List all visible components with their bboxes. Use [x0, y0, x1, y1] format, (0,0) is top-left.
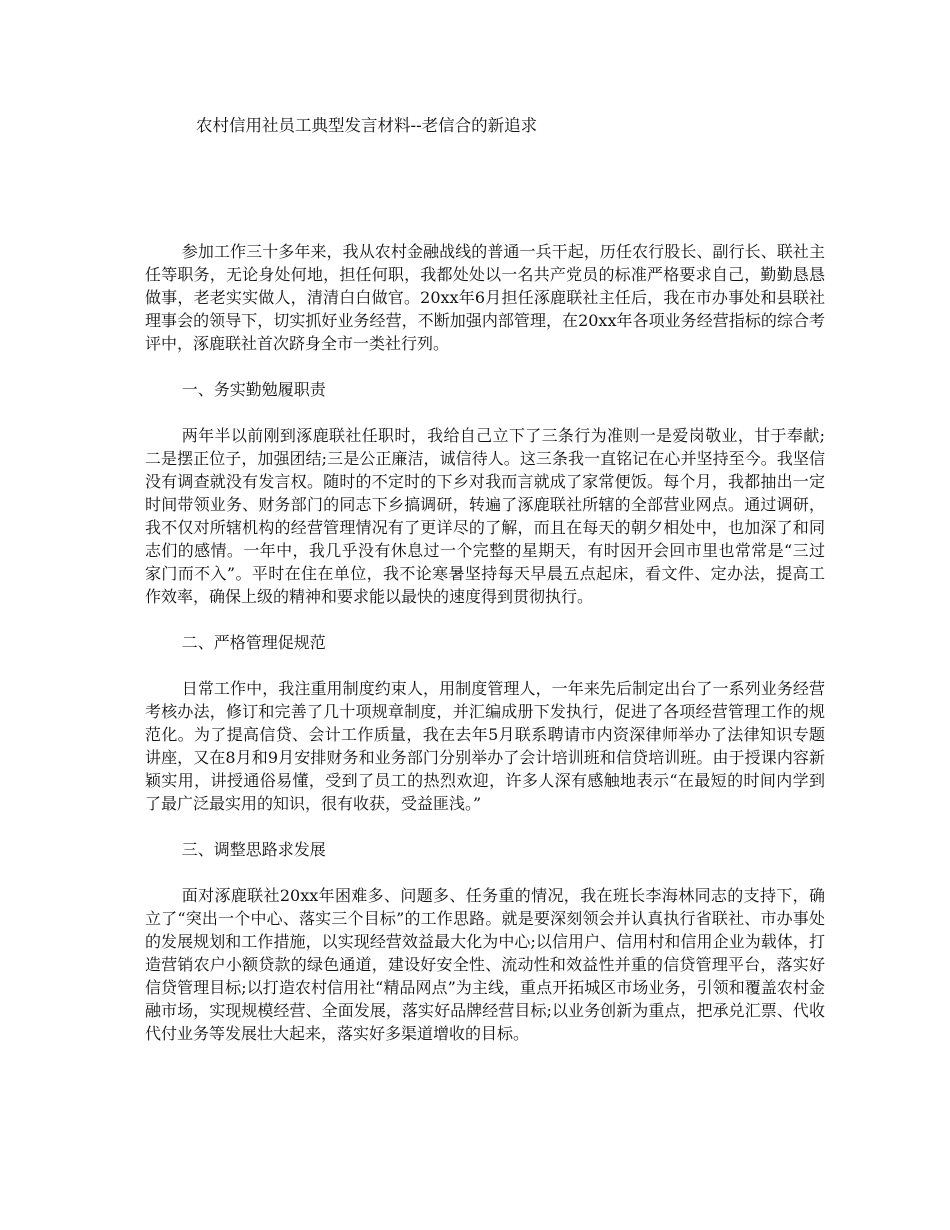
document-title: 农村信用社员工典型发言材料--老信合的新追求 [196, 116, 538, 135]
intro-paragraph: 参加工作三十多年来，我从农村金融战线的普通一兵干起，历任农行股长、副行长、联社主任等职务，无论身处何地，担任何职，我都处处以一名共产党员的标准严格要求自己，勤勤恳恳做事，老老实实做人，清清白白做官。20xx年6月担任涿鹿联社主任后，我在市办事处和县联社理事会的领导下，切实抓好业务经营，不断加强内部管理，在20xx年各项业务经营指标的综合考评中，涿鹿联社首次跻身全市一类社行列。 [145, 242, 825, 353]
section-paragraph-3: 面对涿鹿联社20xx年困难多、问题多、任务重的情况，我在班长李海林同志的支持下，确立了“突出一个中心、落实三个目标”的工作思路。就是要深刻领会并认真执行省联社、市办事处的发展规划和工作措施，以实现经营效益最大化为中心;以信用户、信用村和信用企业为载体，打造营销农户小额贷款的绿色通道，建设好安全性、流动性和效益性并重的信贷管理平台，落实好信贷管理目标;以打造农村信用社“精品网点”为主线，重点开拓城区市场业务，引领和覆盖农村金融市场，实现规模经营、全面发展，落实好品牌经营目标;以业务创新为重点，把承兑汇票、代收代付业务等发展壮大起来，落实好多渠道增收的目标。 [145, 886, 825, 1043]
document-body [145, 240, 825, 1068]
section-heading-2: 二、严格管理促规范 [181, 633, 326, 652]
section-paragraph-1: 两年半以前刚到涿鹿联社任职时，我给自己立下了三条行为准则一是爱岗敬业，甘于奉献;二是摆正位子，加强团结;三是公正廉洁，诚信待人。这三条我一直铭记在心并坚持至今。我坚信没有调查就没有发言权。随时的不定时的下乡对我而言就成了家常便饭。每个月，我都抽出一定时间带领业务、财务部门的同志下乡搞调研，转遍了涿鹿联社所辖的全部营业网点。通过调研，我不仅对所辖机构的经营管理情况有了更详尽的了解，而且在每天的朝夕相处中，也加深了和同志们的感情。一年中，我几乎没有休息过一个完整的星期天，有时因开会回市里也常常是“三过家门而不入”。平时在住在单位，我不论寒暑坚持每天早晨五点起床，看文件、定办法，提高工作效率，确保上级的精神和要求能以最快的速度得到贯彻执行。 [145, 426, 825, 606]
section-heading-3: 三、调整思路求发展 [181, 840, 326, 859]
section-heading-1: 一、务实勤勉履职责 [181, 380, 326, 399]
section-paragraph-2: 日常工作中，我注重用制度约束人，用制度管理人，一年来先后制定出台了一系列业务经营考核办法，修订和完善了几十项规章制度，并汇编成册下发执行，促进了各项经营管理工作的规范化。为了提高信贷、会计工作质量，我在去年5月联系聘请市内资深律师举办了法律知识专题讲座，又在8月和9月安排财务和业务部门分别举办了会计培训班和信贷培训班。由于授课内容新颖实用，讲授通俗易懂，受到了员工的热烈欢迎，许多人深有感触地表示“在最短的时间内学到了最广泛最实用的知识，很有收获，受益匪浅。” [145, 679, 825, 813]
